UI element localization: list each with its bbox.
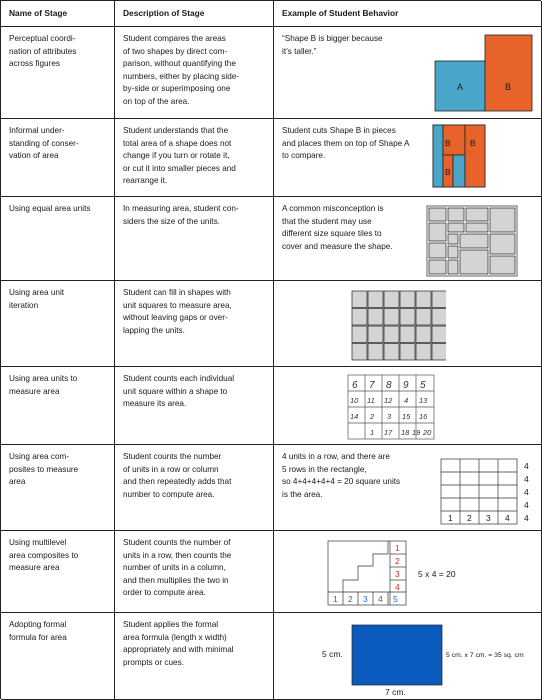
table-row bbox=[1, 367, 542, 445]
bottom-count: 1 bbox=[448, 513, 453, 523]
header-name-of-stage: Name of Stage bbox=[1, 1, 115, 26]
stage-name: Using area com- posites to measure area bbox=[9, 452, 79, 487]
width-label: 7 cm. bbox=[385, 687, 406, 697]
stage-description: Student can fill in shapes with unit squares to measure area, without leaving gaps or over- lapping the units. bbox=[123, 288, 232, 335]
count-mark: 19 bbox=[412, 428, 421, 437]
table-row bbox=[1, 197, 542, 281]
stage-name: Adopting formal formula for area bbox=[9, 620, 67, 642]
table-row bbox=[1, 281, 542, 367]
unit-square bbox=[400, 291, 415, 308]
bottom-count: 2 bbox=[467, 513, 472, 523]
unit-square bbox=[416, 344, 431, 361]
piece-label: B bbox=[445, 167, 451, 177]
header-description: Description of Stage bbox=[115, 1, 274, 26]
count-mark: 17 bbox=[384, 428, 393, 437]
table-row bbox=[1, 27, 542, 119]
equation-label: 5 x 4 = 20 bbox=[418, 569, 456, 579]
count-mark: 5 bbox=[420, 380, 426, 391]
count-mark: 3 bbox=[387, 412, 392, 421]
count-mark: 8 bbox=[386, 380, 392, 391]
stage-description: Student counts the number of units in a row, then counts the number of units in a column, and then multiplies the two in order to compute area. bbox=[123, 538, 232, 598]
count-mark: 14 bbox=[350, 412, 359, 421]
counted-squares-grid bbox=[346, 373, 436, 441]
unit-square bbox=[384, 309, 399, 326]
count-mark: 6 bbox=[352, 380, 358, 391]
count-mark: 1 bbox=[370, 428, 375, 437]
table-row bbox=[1, 445, 542, 531]
side-count: 4 bbox=[524, 461, 529, 471]
formula-label: 5 cm. x 7 cm. = 35 sq. cm bbox=[446, 652, 524, 659]
count-mark: 11 bbox=[367, 396, 375, 405]
count-mark: 15 bbox=[402, 412, 411, 421]
side-count: 4 bbox=[524, 474, 529, 484]
stage-example: “Shape B is bigger because it’s taller.” bbox=[282, 34, 383, 56]
unit-square bbox=[400, 344, 415, 361]
row-count-grid bbox=[438, 455, 538, 527]
side-count: 3 bbox=[395, 569, 400, 579]
table-row bbox=[1, 119, 542, 197]
stage-description: Student counts the number of units in a row or column and then repeatedly adds that number to compute area. bbox=[123, 452, 232, 499]
stage-example: Student cuts Shape B in pieces and places them on top of Shape A to compare. bbox=[282, 126, 410, 161]
table-row bbox=[1, 531, 542, 613]
count-mark: 16 bbox=[419, 412, 428, 421]
unit-square bbox=[368, 309, 383, 326]
bottom-count: 2 bbox=[348, 594, 353, 604]
count-mark: 13 bbox=[419, 396, 428, 405]
side-count: 4 bbox=[395, 582, 400, 592]
count-mark: 9 bbox=[403, 380, 409, 391]
height-label: 5 cm. bbox=[322, 649, 343, 659]
stage-name: Perceptual coordi- nation of attributes across figures bbox=[9, 34, 77, 69]
unit-square bbox=[416, 326, 431, 343]
stage-description: Student applies the formal area formula (length x width) appropriately and with minimal prompts or cues. bbox=[123, 620, 234, 667]
unit-square bbox=[368, 344, 383, 361]
bottom-count: 5 bbox=[393, 594, 398, 604]
unit-square bbox=[432, 309, 446, 326]
stage-description: Student counts each individual unit square within a shape to measure its area. bbox=[123, 374, 235, 409]
unit-square bbox=[352, 309, 367, 326]
piece-label: B bbox=[445, 138, 451, 148]
unit-square bbox=[400, 326, 415, 343]
side-count: 4 bbox=[524, 500, 529, 510]
unit-square bbox=[384, 291, 399, 308]
multilevel-composite-illustration bbox=[324, 537, 484, 609]
count-mark: 12 bbox=[384, 396, 393, 405]
unit-square bbox=[416, 309, 431, 326]
table-header bbox=[1, 1, 542, 27]
stage-name: Using area unit iteration bbox=[9, 288, 65, 310]
side-count: 1 bbox=[395, 543, 400, 553]
unit-square bbox=[432, 344, 446, 361]
header-example: Example of Student Behavior bbox=[274, 1, 542, 26]
unit-square bbox=[384, 326, 399, 343]
stage-name: Informal under- standing of conser- vation of area bbox=[9, 126, 79, 161]
count-mark: 20 bbox=[423, 428, 432, 437]
unit-square bbox=[352, 344, 367, 361]
stage-name: Using multilevel area composites to measure area bbox=[9, 538, 79, 573]
unit-square bbox=[432, 291, 446, 308]
unit-square bbox=[352, 326, 367, 343]
table-row bbox=[1, 613, 542, 700]
count-mark: 4 bbox=[404, 396, 409, 405]
stage-example: A common misconception is that the student may use different size square tiles to cover and measure the shape. bbox=[282, 204, 393, 251]
unit-square bbox=[368, 326, 383, 343]
unit-square bbox=[400, 309, 415, 326]
shapes-a-b-illustration bbox=[434, 33, 534, 113]
cut-shape-illustration bbox=[432, 123, 486, 189]
unit-square bbox=[432, 326, 446, 343]
bottom-count: 1 bbox=[333, 594, 338, 604]
formula-rectangle-illustration bbox=[274, 613, 542, 700]
shape-b bbox=[485, 35, 532, 111]
stage-description: Student compares the areas of two shapes by direct com- parison, without quantifying the numbers, either by placing side- by-side or superimposing one on top of the area. bbox=[123, 34, 240, 106]
unit-squares-grid bbox=[350, 289, 446, 361]
unit-square bbox=[384, 344, 399, 361]
bottom-count: 3 bbox=[486, 513, 491, 523]
shape-b-label: B bbox=[505, 82, 512, 92]
unequal-tiles-illustration bbox=[426, 205, 518, 277]
count-mark: 18 bbox=[401, 428, 410, 437]
stage-name: Using area units to measure area bbox=[9, 374, 78, 396]
unit-square bbox=[416, 291, 431, 308]
bottom-count: 4 bbox=[378, 594, 383, 604]
stage-name: Using equal area units bbox=[9, 204, 91, 213]
count-mark: 2 bbox=[370, 412, 375, 421]
side-count: 2 bbox=[395, 556, 400, 566]
count-mark: 10 bbox=[350, 396, 359, 405]
shape-a-label: A bbox=[457, 82, 464, 92]
stage-example: 4 units in a row, and there are 5 rows in the rectangle, so 4+4+4+4+4 = 20 square units is the area. bbox=[282, 452, 401, 499]
count-mark: 7 bbox=[369, 380, 375, 391]
side-count: 4 bbox=[524, 487, 529, 497]
side-count: 4 bbox=[524, 513, 529, 523]
bottom-count: 3 bbox=[363, 594, 368, 604]
stage-description: In measuring area, student con- siders the size of the units. bbox=[123, 204, 239, 226]
unit-square bbox=[368, 291, 383, 308]
bottom-count: 4 bbox=[505, 513, 510, 523]
stage-description: Student understands that the total area of a shape does not change if you turn or rotate it, or cut it into smaller pieces and rearrange it. bbox=[123, 126, 236, 186]
piece-label: B bbox=[470, 138, 476, 148]
unit-square bbox=[352, 291, 367, 308]
